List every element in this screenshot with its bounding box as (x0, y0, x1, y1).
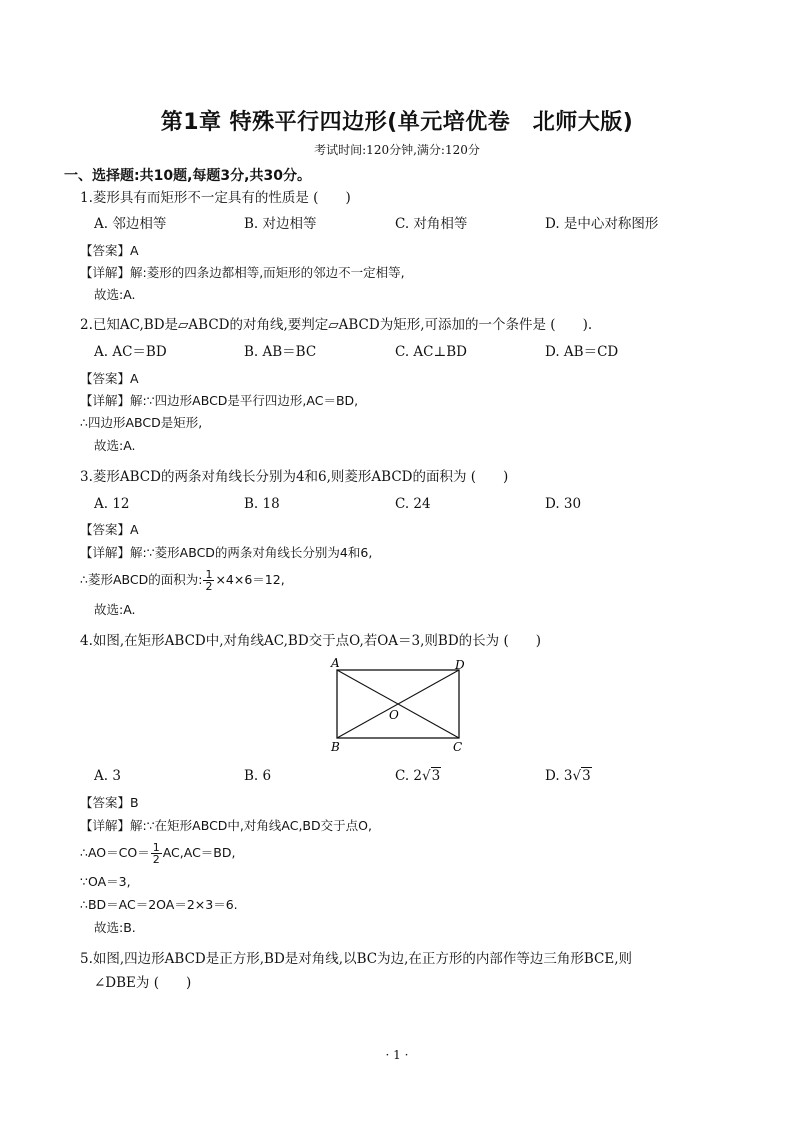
q3-detail-2-prefix: ∴菱形ABCD的面积为: (80, 572, 203, 587)
q3-fraction-numerator: 1 (205, 568, 213, 581)
q3-option-a: A. 12 (94, 496, 130, 512)
q4-option-d: D. 3√3 (545, 768, 591, 784)
exam-info: 考试时间:120分钟,满分:120分 (314, 143, 480, 157)
q5-stem-line-1: 5.如图,四边形ABCD是正方形,BD是对角线,以BC为边,在正方形的内部作等边三角形BCE,则 (80, 951, 633, 967)
q4-detail-4: ∴BD＝AC＝2OA＝2×3＝6. (80, 897, 238, 912)
q1-conclusion: 故选:A. (94, 287, 136, 302)
q4-detail-2 (80, 840, 235, 866)
q3-option-d: D. 30 (545, 496, 582, 512)
q2-option-c: C. AC⊥BD (395, 344, 467, 360)
label-c: C (453, 740, 463, 754)
q2-option-d: D. AB＝CD (545, 344, 619, 360)
q4-detail-2-prefix: ∴AO＝CO＝ (80, 845, 150, 860)
section-heading: 一、选择题:共10题,每题3分,共30分。 (64, 168, 311, 184)
q4-fraction (151, 842, 162, 865)
q3-option-b: B. 18 (244, 496, 280, 512)
q1-answer: 【答案】A (80, 243, 139, 258)
q4-option-c-radicand: 3 (431, 768, 441, 784)
page-title: 第1章 特殊平行四边形(单元培优卷 北师大版) (160, 110, 634, 135)
label-a: A (331, 656, 340, 670)
label-b: B (331, 740, 340, 754)
q4-detail-1: 【详解】解:∵在矩形ABCD中,对角线AC,BD交于点O, (80, 818, 372, 833)
q2-stem: 2.已知AC,BD是▱ABCD的对角线,要判定▱ABCD为矩形,可添加的一个条件是 ( ). (80, 317, 593, 333)
label-d: D (455, 658, 465, 672)
q2-conclusion: 故选:A. (94, 438, 136, 453)
q1-stem: 1.菱形具有而矩形不一定具有的性质是 ( ) (80, 190, 351, 206)
q3-option-c: C. 24 (395, 496, 431, 512)
q4-detail-3: ∵OA＝3, (80, 874, 131, 889)
q1-option-d: D. 是中心对称图形 (545, 216, 659, 232)
q4-answer: 【答案】B (80, 795, 139, 810)
q4-option-c: C. 2√3 (395, 768, 441, 784)
label-o: O (389, 708, 399, 722)
q1-option-b: B. 对边相等 (244, 216, 317, 232)
q3-answer: 【答案】A (80, 522, 139, 537)
q4-detail-2-suffix: AC,AC＝BD, (162, 845, 236, 860)
q4-fraction-denominator: 2 (152, 853, 160, 866)
q1-option-c: C. 对角相等 (395, 216, 468, 232)
q4-option-d-radicand: 3 (582, 768, 591, 784)
q4-option-a: A. 3 (94, 768, 121, 784)
q4-option-c-label: C. 2 (395, 768, 423, 784)
q3-fraction-denominator: 2 (205, 580, 213, 593)
page-number: · 1 · (385, 1048, 409, 1062)
q4-option-b: B. 6 (244, 768, 272, 784)
q4-fraction-numerator: 1 (152, 841, 160, 854)
q2-detail-2: ∴四边形ABCD是矩形, (80, 415, 203, 430)
q3-detail-1: 【详解】解:∵菱形ABCD的两条对角线长分别为4和6, (80, 545, 373, 560)
q1-option-a: A. 邻边相等 (94, 216, 167, 232)
q5-stem-line-2: ∠DBE为 ( ) (94, 975, 192, 991)
q3-detail-2 (80, 567, 285, 593)
q2-detail-1: 【详解】解:∵四边形ABCD是平行四边形,AC＝BD, (80, 393, 359, 408)
q4-option-d-label: D. 3 (545, 768, 573, 784)
q1-detail: 【详解】解:菱形的四条边都相等,而矩形的邻边不一定相等, (80, 265, 405, 280)
q2-answer: 【答案】A (80, 371, 139, 386)
q2-option-a: A. AC＝BD (94, 344, 167, 360)
q3-detail-2-suffix: ×4×6＝12, (215, 572, 285, 587)
q4-conclusion: 故选:B. (94, 920, 136, 935)
q2-option-b: B. AB＝BC (244, 344, 317, 360)
q3-fraction (203, 569, 214, 592)
q4-stem: 4.如图,在矩形ABCD中,对角线AC,BD交于点O,若OA＝3,则BD的长为 ( ) (80, 633, 542, 649)
rectangle-diagram (325, 655, 475, 755)
q3-conclusion: 故选:A. (94, 602, 136, 617)
q3-stem: 3.菱形ABCD的两条对角线长分别为4和6,则菱形ABCD的面积为 ( ) (80, 469, 509, 485)
